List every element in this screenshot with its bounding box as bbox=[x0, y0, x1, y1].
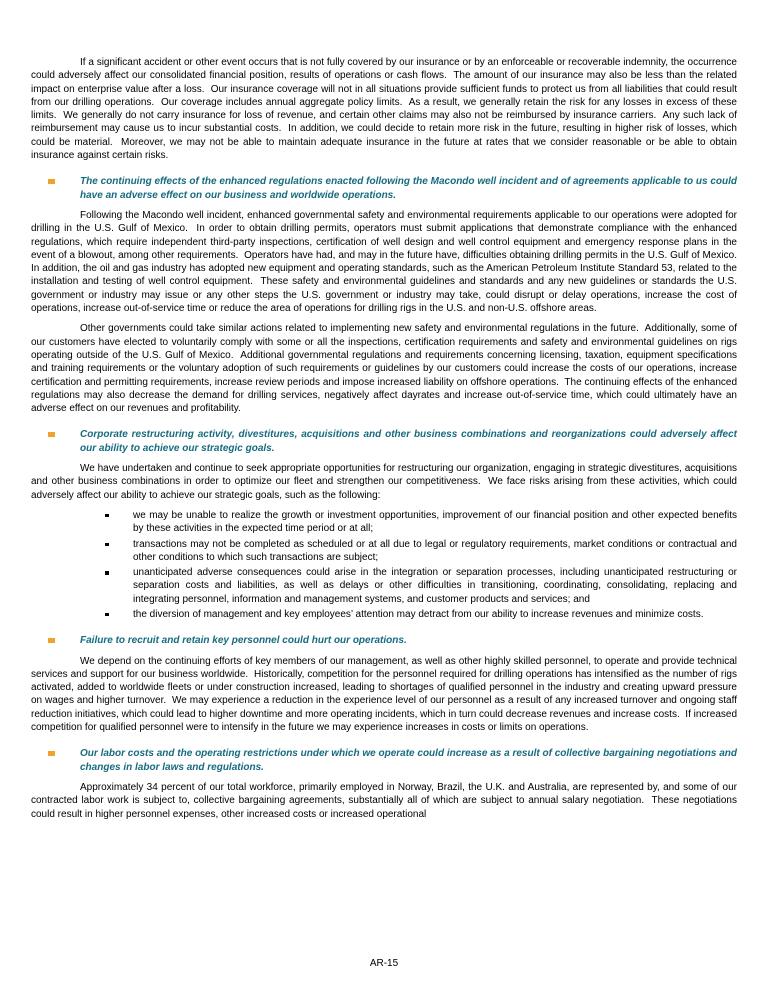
gold-square-bullet-icon bbox=[48, 751, 55, 756]
section-heading-corporate-restructuring bbox=[31, 428, 737, 455]
paragraph-insurance-risk: If a significant accident or other event occurs that is not fully covered by our insurance or by an enforceable or recoverable indemnity, the occurrence could adversely affect our consolidated financial position, results of operations or cash flows. The amount of our insurance may also be less than the related impact on enterprise value after a loss. Our insurance coverage will not in all situations provide sufficient funds to protect us from all liabilities that could result from our drilling operations. Our coverage includes annual aggregate policy limits. As a result, we generally retain the risk for any losses in excess of these limits. We generally do not carry insurance for loss of revenue, and certain other claims may also not be reimbursed by insurance carriers. Any such lack of reimbursement may cause us to incur substantial costs. In addition, we could decide to retain more risk in the future, resulting in higher risk of losses, which could be material. Moreover, we may not be able to maintain adequate insurance in the future at rates that we consider reasonable or be able to obtain insurance against certain risks. bbox=[31, 57, 740, 162]
section-heading-text: Failure to recruit and retain key personnel could hurt our operations. bbox=[80, 635, 407, 647]
list-item bbox=[31, 608, 737, 621]
footer-page-number: AR-15 bbox=[369, 957, 399, 969]
section-heading-key-personnel bbox=[31, 634, 737, 647]
gold-square-bullet-icon bbox=[48, 179, 55, 184]
section-heading-macondo-regulations bbox=[31, 175, 737, 202]
list-item-text: the diversion of management and key employees’ attention may detract from our ability to increase revenues and minimize costs. bbox=[133, 608, 704, 620]
list-item-text: we may be unable to realize the growth or investment opportunities, improvement of our financial position and other expected benefits by these activities in the expected time period or at all; bbox=[133, 509, 740, 535]
list-item bbox=[31, 509, 740, 536]
section-heading-text: Corporate restructuring activity, divestitures, acquisitions and other business combinations and reorganizations could adversely affect our ability to achieve our strategic goals. bbox=[80, 429, 737, 454]
section-heading-labor-costs bbox=[31, 747, 737, 774]
paragraph: Other governments could take similar actions related to implementing new safety and environmental regulations in the future. Additionally, some of our customers have elected to voluntarily comply with some or all the inspections, certification requirements and safety and environmental guidelines on rigs operating outside of the U.S. Gulf of Mexico. Additional governmental regulations and requirements concerning licensing, taxation, equipment specifications and training requirements or the voluntary adoption of such requirements or guidelines by our customers could increase the costs of our operations, increase certification and permitting requirements, increase review periods and impose increased liability on offshore operations. The continuing effects of the enhanced regulations may also decrease the demand for drilling services, negatively affect dayrates and increase out-of-service time, which could ultimately have an adverse effect on our revenues and profitability. bbox=[31, 323, 740, 415]
sub-bullet-list bbox=[31, 509, 740, 621]
paragraph: Following the Macondo well incident, enhanced governmental safety and environmental requirements applicable to our operations were adopted for drilling in the U.S. Gulf of Mexico. In order to obtain drilling permits, operators must submit applications that demonstrate compliance with the enhanced regulations, which require independent third-party inspections, certification of well design and well control equipment and emergency response plans in the event of a blowout, among other requirements. Operators have had, and may in the future have, difficulties obtaining drilling permits in the U.S. Gulf of Mexico. In addition, the oil and gas industry has adopted new equipment and operating standards, such as the American Petroleum Institute Standard 53, related to the installation and testing of well control equipment. These safety and environmental guidelines and standards and any new guidelines or standards the U.S. government or industry may issue or any other steps the U.S. government or industry may take, could disrupt or delay operations, increase the cost of operations, increase out-of-service time or reduce the area of operations for drilling rigs in the U.S. and non-U.S. offshore areas. bbox=[31, 209, 743, 315]
list-item-text: transactions may not be completed as scheduled or at all due to legal or regulatory requirements, market conditions or contractual and other conditions to which such transactions are subject; bbox=[133, 538, 740, 563]
gold-square-bullet-icon bbox=[48, 432, 55, 437]
black-square-bullet-icon bbox=[105, 571, 109, 575]
paragraph: Approximately 34 percent of our total workforce, primarily employed in Norway, Brazil, the U.K. and Australia, are represented by, and some of our contracted labor work is subject to, collective bargaining agreements, substantially all of which are subject to annual salary negotiation. These negotiations could result in higher personnel expenses, other increased costs or increased operational bbox=[31, 781, 740, 820]
list-item-text: unanticipated adverse consequences could arise in the integration or separation processes, including unanticipated restructuring or separation costs and liabilities, as well as delays or other difficulties in transitioning, coordinating, consolidating, replacing and integrating personnel, information and management systems, and customer products and services; and bbox=[133, 567, 740, 605]
list-item bbox=[31, 566, 740, 606]
paragraph: We have undertaken and continue to seek appropriate opportunities for restructuring our organization, engaging in strategic divestitures, acquisitions and other business combinations in order to optimize our fleet and strengthen our competitiveness. We face risks arising from these activities, which could adversely affect our ability to achieve our strategic goals, such as the following: bbox=[31, 463, 740, 501]
paragraph: We depend on the continuing efforts of key members of our management, as well as other highly skilled personnel, to operate and provide technical services and support for our business worldwide. Historically, competition for the personnel required for drilling operations has intensified as the number of rigs activated, added to worldwide fleets or under construction increased, leading to shortages of qualified personnel in the industry and creating upward pressure on wages and higher turnover. We may experience a reduction in the experience level of our personnel as a result of any increased turnover and ongoing staff reduction initiatives, which could lead to higher downtime and more operating incidents, which in turn could decrease revenues and increase costs. If increased competition for qualified personnel were to intensify in the future we may experience increases in costs or limits on operations. bbox=[31, 655, 740, 734]
section-heading-text: The continuing effects of the enhanced regulations enacted following the Macondo well incident and of agreements applicable to us could have an adverse effect on our business and worldwide operations. bbox=[80, 176, 737, 201]
gold-square-bullet-icon bbox=[48, 638, 55, 643]
list-item bbox=[31, 538, 740, 565]
black-square-bullet-icon bbox=[105, 514, 109, 518]
black-square-bullet-icon bbox=[105, 613, 109, 617]
section-heading-text: Our labor costs and the operating restrictions under which we operate could increase as a result of collective bargaining negotiations and changes in labor laws and regulations. bbox=[80, 748, 737, 773]
black-square-bullet-icon bbox=[105, 543, 109, 547]
